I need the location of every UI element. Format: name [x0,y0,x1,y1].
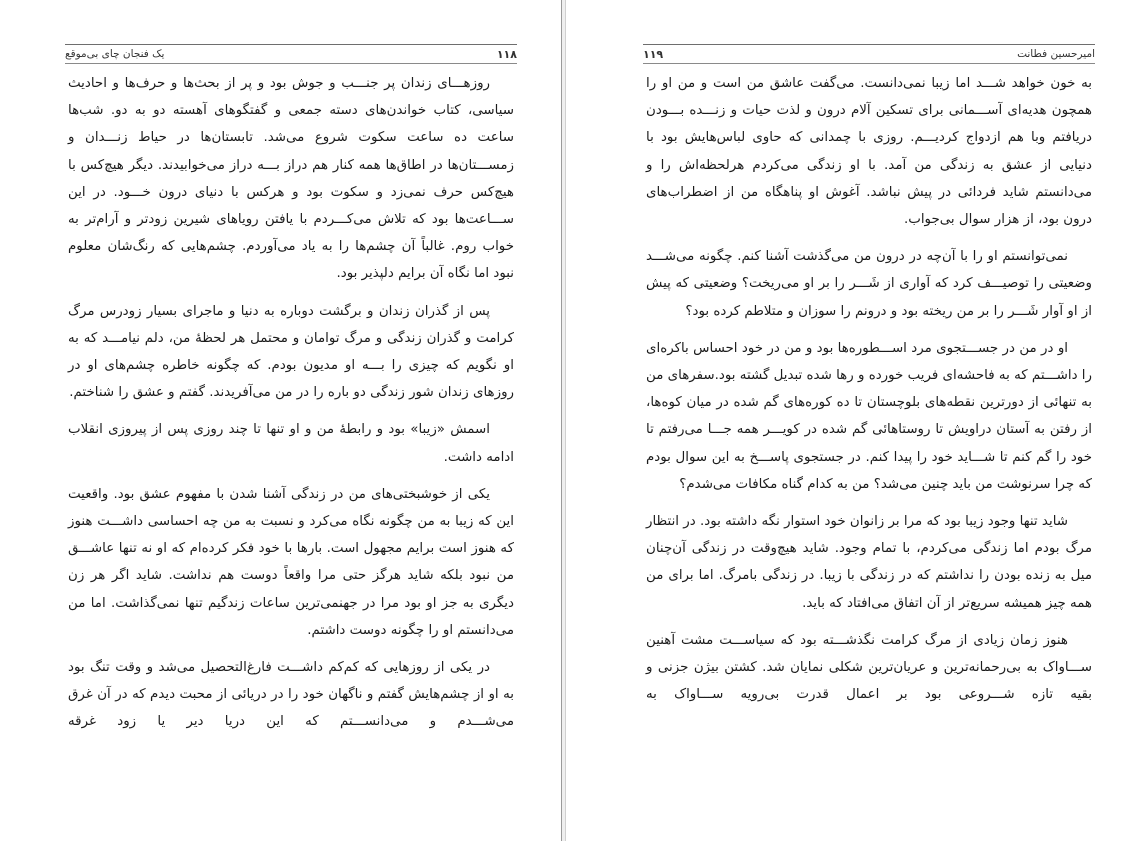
page-body [68,70,514,746]
paragraph: اسمش «زیبا» بود و رابطهٔ من و او تنها تا چند روزی پس از پیروزی انقلاب ادامه داشت. [68,422,514,465]
paragraph: شاید تنها وجود زیبا بود که مرا بر زانوان خود استوار نگه داشته بود. در انتظار مرگ بودم اما زندگی می‌کردم، با تمام وجود. شاید هیچ‌وقت در زندگی آن‌چنان میل به زنده بودن را نداشتم که در زندگی با زیبا. در زندگی بامرگ. اما برای من همه چیز همیشه سریع‌تر از آن اتفاق می‌افتاد که باید. [646,514,1092,611]
right-page [566,0,1127,841]
left-page [0,0,561,841]
page-number: ۱۱۸ [496,47,517,61]
running-header [643,44,1095,64]
paragraph: هنوز زمان زیادی از مرگ کرامت نگذشـــته بود که سیاســـت مشت آهنین ســـاواک به بی‌رحمانه‌ترین و عریان‌ترین شکلی نمایان شد. کشتن بیژن جزنی و بقیه تازه شـــروعی بود بر اعمال قدرت بی‌رویه ســـاواک به [646,632,1092,703]
running-header [65,44,517,64]
paragraph: روزهـــای زندان پر جنـــب و جوش بود و پر از بحث‌ها و حرف‌ها و احادیث سیاسی، کتاب خواندن‌های دسته جمعی و گفتگوهای آهسته دو به دو. شب‌ها ساعت ده ساعت سکوت شروع می‌شد. تابستان‌ها در حیاط زنـــدان و زمســـتان‌ها در اطاق‌ها همه کنار هم دراز بـــه دراز می‌خوابیدند. دیگر هیچ‌کس با هیچ‌کس حرف نمی‌زد و سکوت بود و هرکس با دنیای درون خـــود. در این ســـاعت‌ها بود که تلاش می‌کـــردم با یافتن رویاهای شیرین زودتر و آرام‌تر به خواب روم. غالباً آن چشم‌ها را به یاد می‌آوردم. چشم‌هایی که رنگ‌شان معلوم نبود اما نگاه آن برایم دلپذیر بود. [68,76,514,282]
page-body [646,70,1092,718]
paragraph: نمی‌توانستم او را با آن‌چه در درون من می‌گذشت آشنا کنم. چگونه می‌شـــد وضعیتی را توصیـــف کرد که آواری از شَـــر را بر او می‌ریخت؟ وضعیتی که پیش از او آوار شَـــر را بر من ریخته بود و درونم را سوزان و متلاطم کرده بود؟ [646,249,1092,319]
book-title: یک فنجان چای بی‌موقع [65,48,165,60]
paragraph: در یکی از روزهایی که کم‌کم داشـــت فارغ‌التحصیل می‌شد و وقت تنگ بود به او از چشم‌هایش گفتم و ناگهان خود را در دریائی از محبت دیدم که در آن غرق می‌شـــدم و می‌دانســـتم که این دریا دیر یا زود غرقه [68,660,514,730]
paragraph: یکی از خوشبختی‌های من در زندگی آشنا شدن با مفهوم عشق بود. واقعیت این که زیبا به من چگونه نگاه می‌کرد و نسبت به من چه احساسی داشـــت هنوز که هنوز است برایم مجهول است. بارها با خود فکر کرده‌ام که او نه تنها عاشـــق من نبود بلکه شاید هرگز حتی مرا واقعاً دوست هم نداشت. شاید اگر هر زن دیگری به جز او بود مرا در جهنمی‌ترین ساعات زندگیم تنها نمی‌گذاشت. اما من می‌دانستم او را چگونه دوست داشتم. [68,486,514,638]
paragraph: او در من در جســـتجوی مرد اســـطوره‌ها بود و من در خود احساس باکره‌ای را داشـــتم که به فاحشه‌ای فریب خورده و رها شده تبدیل گشته بود.سفرهای من به تنهائی از دورترین نقطه‌های بلوچستان تا ده کوره‌های گم شده در میان کوه‌ها، از رفتن به آستان دراویش تا روستاهائی گم شده در کویـــر همه جـــا می‌رفتم تا خود را گم کنم تا شـــاید خود را پیدا کنم. در جستجوی پاســـخ به این سوال بودم که چرا سرنوشت من باید چنین می‌شد؟ من به کدام گناه مکافات می‌شدم؟ [646,340,1092,492]
paragraph: به خون خواهد شـــد اما زیبا نمی‌دانست. می‌گفت عاشق من است و من او را همچون هدیه‌ای آســـمانی برای تسکین آلام درون و لذت حیات و زنـــده بـــودن دریافتم وبا هم ازدواج کردیـــم. روزی با چمدانی که حاوی لباس‌هایش بود با دنیایی از عشق به زندگی من آمد. با او زندگی می‌کردم هرلحظه‌اش را و می‌دانستم شاید فردائی در پیش نباشد. آغوش او پناهگاه من از اضطراب‌های درون بود، از هزار سوال بی‌جواب. [646,76,1092,228]
author-name: امیرحسین فطانت [1017,48,1095,60]
page-number: ۱۱۹ [643,47,664,61]
paragraph: پس از گذران زندان و برگشت دوباره به دنیا و ماجرای بسیار زودرس مرگ کرامت و گذران زندگی و مرگ توامان و محتمل هر لحظهٔ من، دلم نیامـــد که به او نگویم که چیزی را بـــه او مدیون بودم. که چگونه خاطره چشم‌های او در روزهای زندان شور زندگی دو باره را در من می‌آفریدند. گفتم و عشق را شناختم. [68,303,514,401]
